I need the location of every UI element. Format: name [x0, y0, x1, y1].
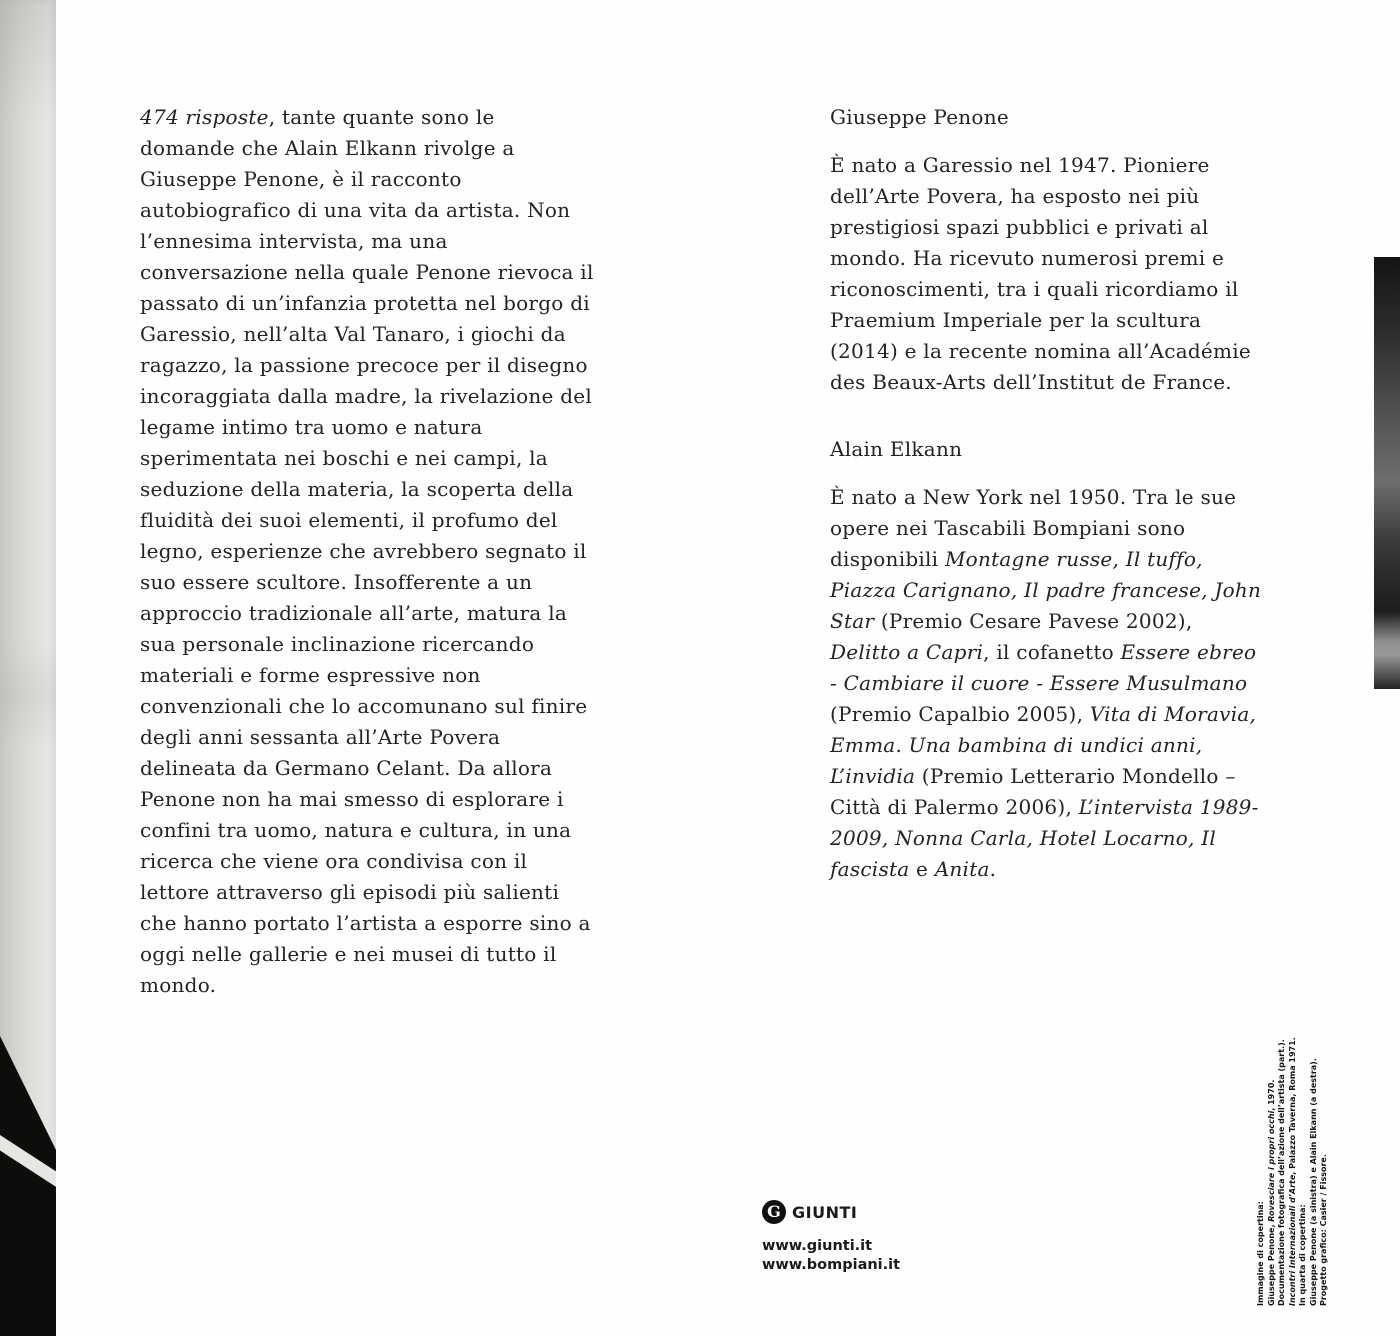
right-flap-bios [830, 102, 1266, 921]
credit-line-5: In quarta di copertina: [1298, 1204, 1307, 1306]
bio-paragraph-alain-elkann: È nato a New York nel 1950. Tra le sue opere nei Tascabili Bompiani sono disponibili Montagne russe, Il tuffo, Piazza Carignano, Il padre francese, John Star (Premio Cesare Pavese 2002), Delitto a Capri, il cofanetto Essere ebreo - Cambiare il cuore - Essere Musulmano (Premio Capalbio 2005), Vita di Moravia, Emma. Una bambina di undici anni, L’invidia (Premio Letterario Mondello – Città di Palermo 2006), L’intervista 1989-2009, Nonna Carla, Hotel Locarno, Il fascista e Anita. [830, 485, 1262, 881]
giunti-logo-letter: G [767, 1202, 781, 1221]
bio-heading-alain-elkann: Alain Elkann [830, 437, 963, 461]
left-cover-photo-edge [0, 0, 56, 1336]
bompiani-url: www.bompiani.it [762, 1257, 901, 1273]
giunti-logo-icon [762, 1200, 786, 1224]
credit-line-6: Giuseppe Penone (a sinistra) e Alain Elkann (a destra). [1308, 1058, 1318, 1306]
credit-line-1: Immagine di copertina: [1256, 1201, 1265, 1306]
right-cover-photo-edge [1374, 257, 1400, 689]
giunti-logo [762, 1200, 900, 1224]
cover-credits-vertical [1256, 1032, 1332, 1306]
giunti-url: www.giunti.it [762, 1238, 873, 1254]
credit-line-3: Documentazione fotografica dell’azione dell’artista (part.). [1277, 1039, 1286, 1306]
giunti-logo-text: GIUNTI [792, 1202, 858, 1222]
publisher-footer [762, 1200, 900, 1275]
left-flap-paragraph: 474 risposte, tante quante sono le domande che Alain Elkann rivolge a Giuseppe Penone, è il racconto autobiografico di una vita da artista. Non l’ennesima intervista, ma una conversazione nella quale Penone rievoca il passato di un’infanzia protetta nel borgo di Garessio, nell’alta Val Tanaro, i giochi da ragazzo, la passione precoce per il disegno incoraggiata dalla madre, la rivelazione del legame intimo tra uomo e natura sperimentata nei boschi e nei campi, la seduzione della materia, la scoperta della fluidità dei suoi elementi, il profumo del legno, esperienze che avrebbero segnato il suo essere scultore. Insofferente a un approccio tradizionale all’arte, matura la sua personale inclinazione ricercando materiali e forme espressive non convenzionali che lo accomunano sul finire degli anni sessanta all’Arte Povera delineata da Germano Celant. Da allora Penone non ha mai smesso di esplorare i confini tra uomo, natura e cultura, in una ricerca che viene ora condivisa con il lettore attraverso gli episodi più salienti che hanno portato l’artista a esporre sino a oggi nelle gallerie e nei musei di tutto il mondo. [140, 105, 594, 997]
bio-heading-giuseppe-penone: Giuseppe Penone [830, 105, 1009, 129]
cover-credits-text [1256, 1032, 1332, 1306]
credit-line-2: Giuseppe Penone, Rovesciare i propri occhi, 1970. [1266, 1079, 1276, 1306]
publisher-urls [762, 1237, 900, 1275]
credit-line-4: Incontri Internazionali d’Arte, Palazzo Taverna, Roma 1971. [1287, 1037, 1297, 1306]
bio-paragraph-giuseppe-penone: È nato a Garessio nel 1947. Pioniere dell’Arte Povera, ha esposto nei più prestigiosi spazi pubblici e privati al mondo. Ha ricevuto numerosi premi e riconoscimenti, tra i quali ricordiamo il Praemium Imperiale per la scultura (2014) e la recente nomina all’Académie des Beaux-Arts dell’Institut de France. [830, 153, 1251, 394]
credit-line-7: Progetto grafico: Casier / Fissore. [1319, 1154, 1328, 1306]
